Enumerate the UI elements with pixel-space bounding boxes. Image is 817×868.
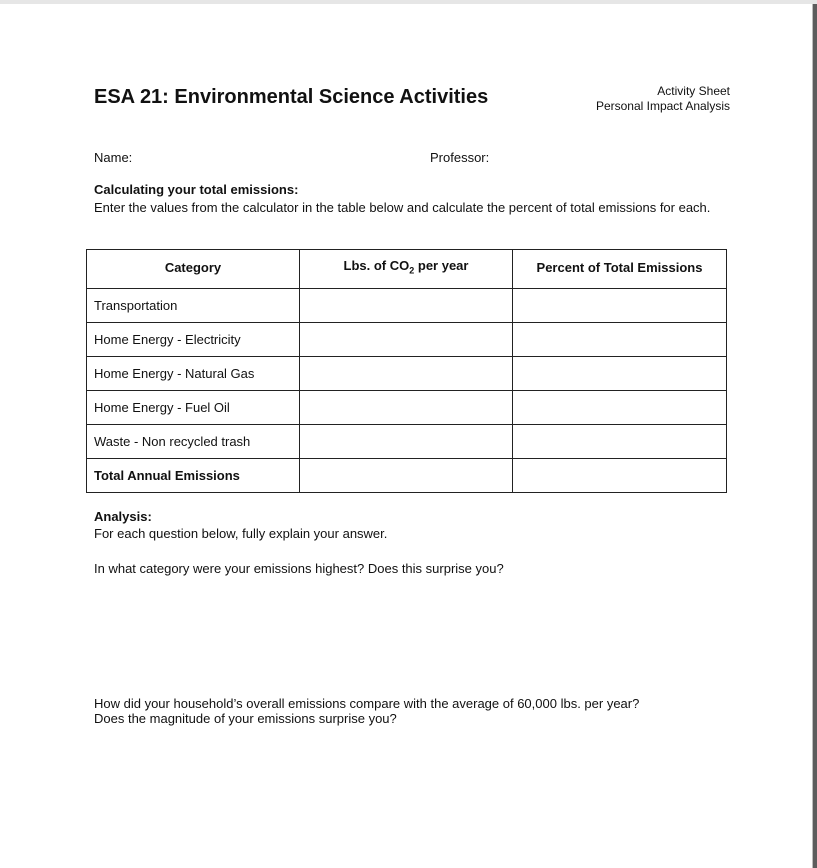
- percent-cell[interactable]: [513, 323, 727, 357]
- lbs-cell[interactable]: [300, 391, 513, 425]
- analysis-intro: For each question below, fully explain your answer.: [94, 526, 388, 541]
- calculating-instructions: Enter the values from the calculator in the table below and calculate the percent of total emissions for each.: [94, 200, 711, 215]
- lbs-cell[interactable]: [300, 459, 513, 493]
- document-title: ESA 21: Environmental Science Activities: [94, 86, 489, 108]
- header-lbs-sub: 2: [409, 265, 415, 276]
- header-lbs-prefix: Lbs. of CO: [343, 258, 410, 274]
- question-2-line-1: How did your household’s overall emissions compare with the average of 60,000 lbs. per year?: [94, 696, 640, 711]
- question-1: In what category were your emissions highest? Does this surprise you?: [94, 561, 504, 576]
- table-row: [87, 323, 727, 357]
- table-row: [87, 289, 727, 323]
- table-row: [87, 357, 727, 391]
- table-row-total: [87, 459, 727, 493]
- lbs-cell[interactable]: [300, 357, 513, 391]
- calculating-heading: Calculating your total emissions:: [94, 182, 299, 197]
- percent-cell[interactable]: [513, 289, 727, 323]
- lbs-cell[interactable]: [300, 289, 513, 323]
- analysis-heading: Analysis:: [94, 509, 152, 524]
- percent-cell[interactable]: [513, 459, 727, 493]
- professor-label: Professor:: [430, 150, 490, 165]
- table-row: [87, 425, 727, 459]
- row-category: Waste - Non recycled trash: [87, 425, 300, 459]
- header-percent: Percent of Total Emissions: [513, 250, 727, 289]
- row-category: Transportation: [87, 289, 300, 323]
- sheet-header: [596, 84, 730, 114]
- header-lbs-co2: [300, 250, 513, 289]
- name-label: Name:: [94, 150, 133, 165]
- row-category-total: Total Annual Emissions: [87, 459, 300, 493]
- sheet-type: Activity Sheet: [657, 84, 730, 98]
- percent-cell[interactable]: [513, 425, 727, 459]
- percent-cell[interactable]: [513, 357, 727, 391]
- row-category: Home Energy - Electricity: [87, 323, 300, 357]
- row-category: Home Energy - Natural Gas: [87, 357, 300, 391]
- question-2-line-2: Does the magnitude of your emissions surprise you?: [94, 711, 397, 726]
- viewer-scroll-gutter: [813, 4, 817, 868]
- row-category: Home Energy - Fuel Oil: [87, 391, 300, 425]
- lbs-cell[interactable]: [300, 425, 513, 459]
- emissions-table: [86, 249, 727, 493]
- percent-cell[interactable]: [513, 391, 727, 425]
- document-page: [0, 4, 813, 868]
- table-header-row: [87, 250, 727, 289]
- table-row: [87, 391, 727, 425]
- header-lbs-suffix: per year: [414, 258, 469, 274]
- sheet-subtitle: Personal Impact Analysis: [595, 99, 730, 113]
- header-category: Category: [87, 250, 300, 289]
- lbs-cell[interactable]: [300, 323, 513, 357]
